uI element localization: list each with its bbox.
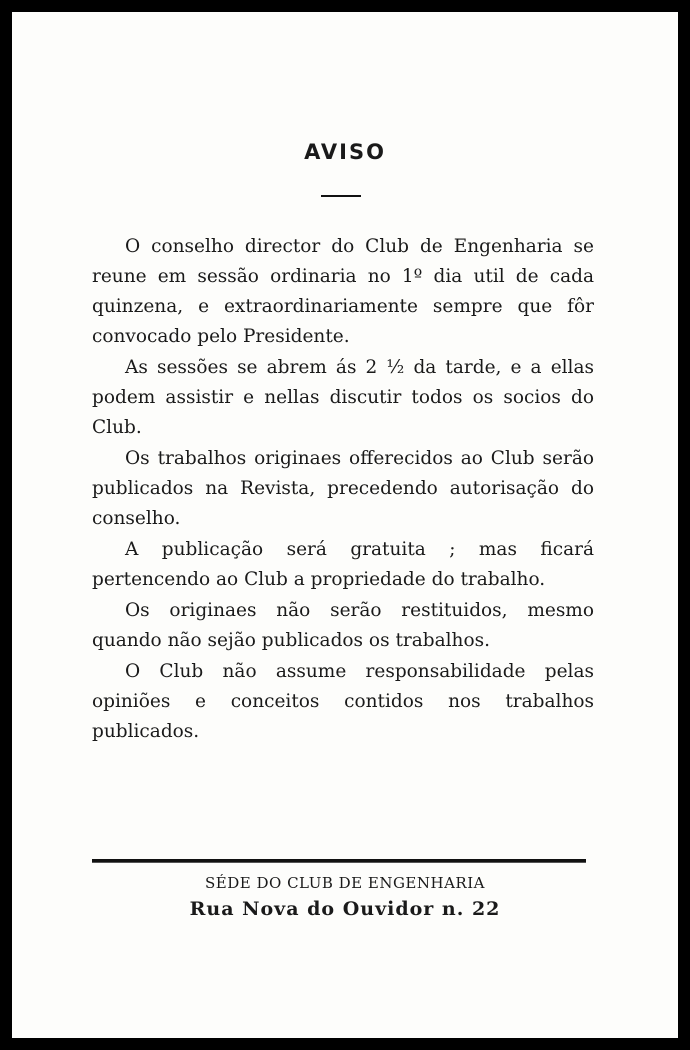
page-title: AVISO bbox=[304, 140, 386, 164]
paragraph-meetings: O conselho director do Club de Engenharia se reune em sessão ordinaria no 1º dia util de cada quinzena, e extraordinariamente sempre que fôr convocado pelo Presidente. bbox=[92, 236, 594, 347]
paragraph-submissions: Os trabalhos originaes offerecidos ao Club serão publicados na Revista, precedendo autorisação do conselho. bbox=[92, 448, 594, 529]
notice-body bbox=[92, 232, 594, 748]
footer-address: Rua Nova do Ouvidor n. 22 bbox=[189, 898, 501, 920]
footer-headquarters: SÉDE DO CLUB DE ENGENHARIA bbox=[205, 874, 485, 892]
document-page bbox=[12, 12, 678, 1038]
paragraph-originals: Os originaes não serão restituidos, mesmo quando não sejão publicados os trabalhos. bbox=[92, 600, 594, 651]
footer-divider bbox=[92, 859, 586, 863]
paragraph-sessions: As sessões se abrem ás 2 ½ da tarde, e a ellas podem assistir e nellas discutir todos os socios do Club. bbox=[92, 357, 594, 438]
title-divider bbox=[321, 195, 361, 197]
paragraph-publication: A publicação será gratuita ; mas ficará pertencendo ao Club a propriedade do trabalho. bbox=[92, 539, 594, 590]
paragraph-responsibility: O Club não assume responsabilidade pelas opiniões e conceitos contidos nos trabalhos publicados. bbox=[92, 661, 594, 742]
